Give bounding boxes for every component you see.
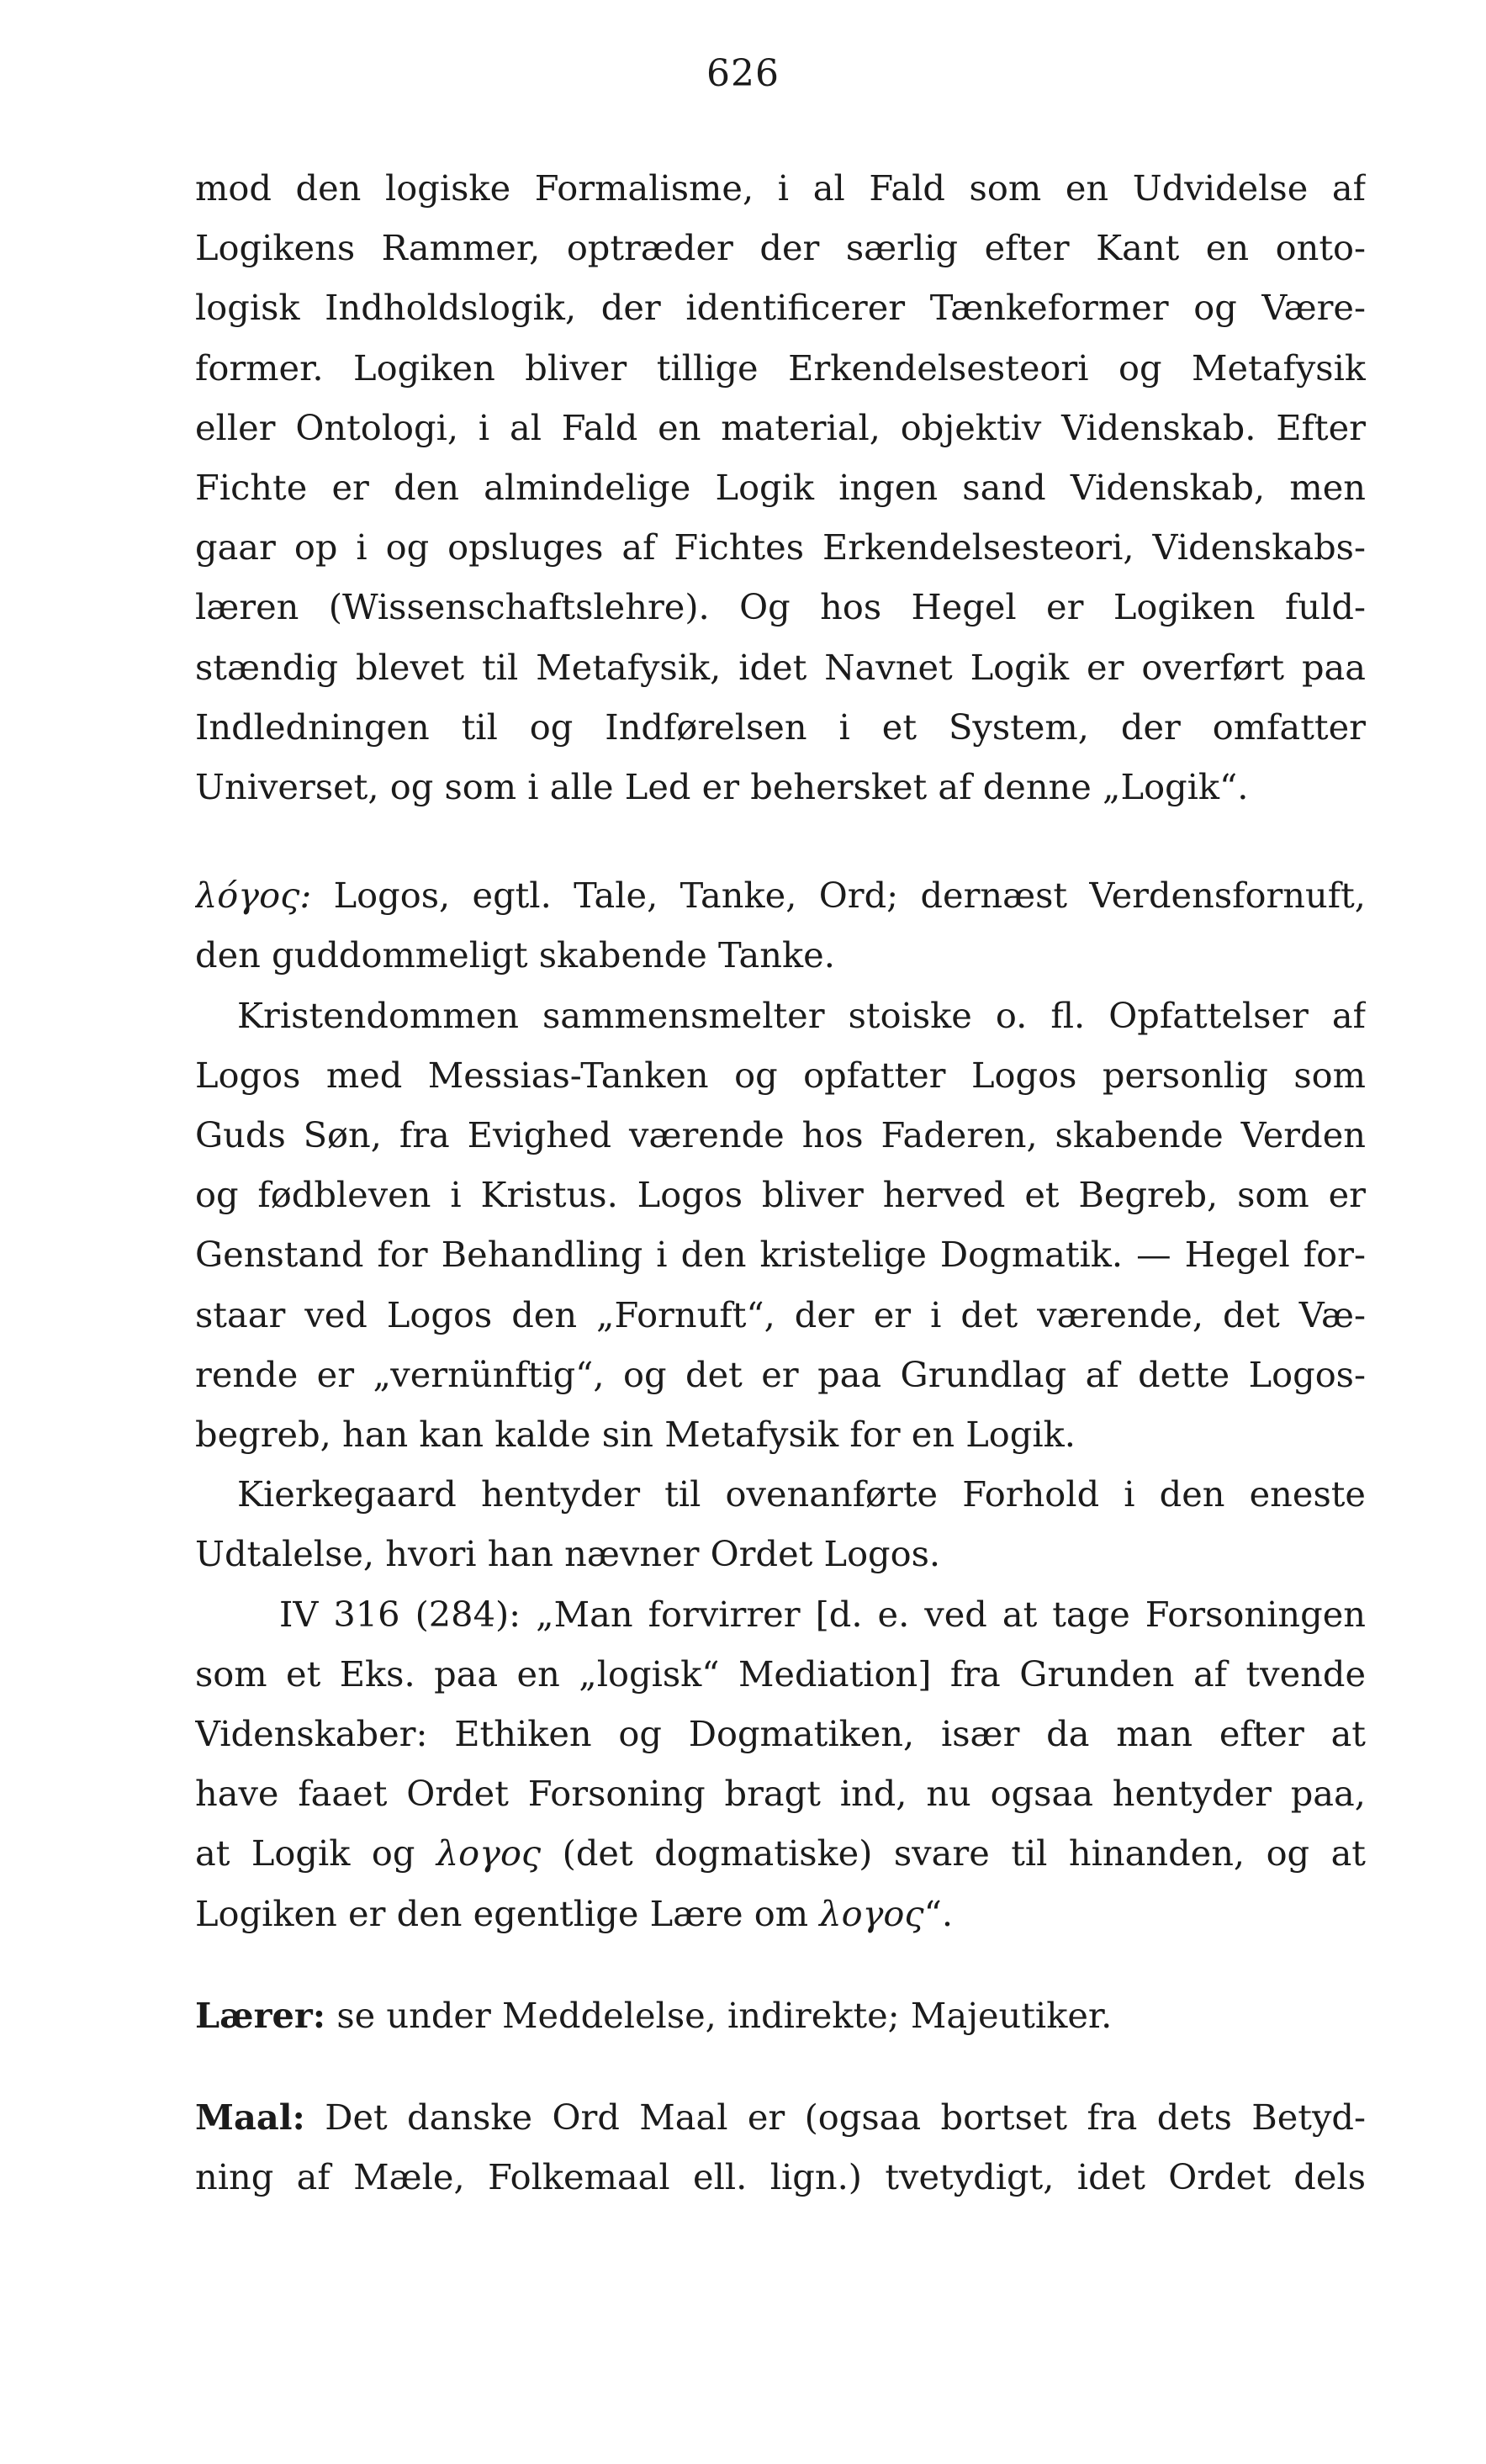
text-line: logisk Indholdslogik, der identificerer Tænkeformer og Være-: [195, 287, 1366, 329]
text-line: Logiken er den egentlige Lære om λογος“.: [195, 1892, 954, 1934]
text-line: former. Logiken bliver tillige Erkendelsesteori og Metafysik: [195, 346, 1366, 389]
text-line: Kristendommen sammensmelter stoiske o. fl. Opfattelser af: [237, 994, 1366, 1036]
text-line: mod den logiske Formalisme, i al Fald som en Udvidelse af: [195, 167, 1366, 209]
text-line: Logikens Rammer, optræder der særlig efter Kant en onto-: [195, 227, 1366, 269]
text-line: gaar op i og opsluges af Fichtes Erkendelsesteori, Videnskabs-: [195, 526, 1366, 568]
paragraph-kierkegaard: [195, 1464, 1366, 1584]
greek-logos: λογος: [819, 1892, 924, 1934]
text-line: [195, 1985, 1366, 2045]
text-line: Logos med Messias-Tanken og opfatter Logos personlig som: [195, 1054, 1366, 1096]
text-line: [195, 865, 1366, 925]
page-body: [195, 158, 1366, 2208]
headword-logos-greek: λόγος:: [195, 875, 312, 917]
text-line: den guddommeligt skabende Tanke.: [195, 934, 835, 976]
text-line: Videnskaber: Ethiken og Dogmatiken, især da man efter at: [195, 1713, 1366, 1755]
entry-laerer: [195, 1985, 1366, 2045]
text-line: [195, 2087, 1366, 2147]
entry-logos-definition: Logos, egtl. Tale, Tanke, Ord; dernæst Verdensfornuft,: [333, 875, 1366, 917]
paragraph-christianity: [195, 986, 1366, 1465]
text-line: at Logik og λογος (det dogmatiske) svare til hinanden, og at: [195, 1832, 1366, 1874]
text-line: IV 316 (284): „Man forvirrer [d. e. ved at tage Forsoningen: [279, 1593, 1366, 1635]
text-line: Fichte er den almindelige Logik ingen sand Videnskab, men: [195, 467, 1366, 509]
text-line: ning af Mæle, Folkemaal ell. lign.) tvetydigt, idet Ordet dels: [195, 2156, 1366, 2198]
text-line: Universet, og som i alle Led er behersket af denne „Logik“.: [195, 766, 1249, 808]
text-line: Guds Søn, fra Evighed værende hos Faderen, skabende Verden: [195, 1114, 1366, 1156]
entry-maal: [195, 2087, 1366, 2207]
text-line: læren (Wissenschaftslehre). Og hos Hegel er Logiken fuld-: [195, 586, 1366, 628]
text-line: eller Ontologi, i al Fald en material, objektiv Videnskab. Efter: [195, 406, 1366, 448]
quotation-iv-316: [195, 1584, 1366, 1943]
headword-laerer: Lærer:: [195, 1994, 326, 2036]
entry-maal-definition: Det danske Ord Maal er (ogsaa bortset fra dets Betyd-: [325, 2097, 1366, 2139]
text-line: staar ved Logos den „Fornuft“, der er i det værende, det Væ-: [195, 1293, 1366, 1335]
text-line: rende er „vernünftig“, og det er paa Grundlag af dette Logos-: [195, 1353, 1366, 1395]
text-line: og fødbleven i Kristus. Logos bliver herved et Begreb, som er: [195, 1174, 1366, 1216]
greek-logos: λογος: [436, 1832, 542, 1874]
text-line: stændig blevet til Metafysik, idet Navnet Logik er overført paa: [195, 646, 1366, 688]
text-line: som et Eks. paa en „logisk“ Mediation] fra Grunden af tvende: [195, 1652, 1366, 1695]
entry-laerer-reference: se under Meddelelse, indirekte; Majeutiker.: [336, 1994, 1113, 2036]
page-number: 626: [706, 52, 780, 95]
text-line: have faaet Ordet Forsoning bragt ind, nu ogsaa hentyder paa,: [195, 1773, 1366, 1815]
text-line: Kierkegaard hentyder til ovenanførte Forhold i den eneste: [237, 1473, 1366, 1515]
text-line: Indledningen til og Indførelsen i et System, der omfatter: [195, 706, 1366, 748]
text-line: begreb, han kan kalde sin Metafysik for en Logik.: [195, 1414, 1076, 1456]
text-line: Udtalelse, hvori han nævner Ordet Logos.: [195, 1533, 941, 1575]
headword-maal: Maal:: [195, 2097, 305, 2139]
entry-logos: [195, 865, 1366, 985]
text-line: Genstand for Behandling i den kristelige Dogmatik. — Hegel for-: [195, 1234, 1366, 1276]
paragraph-logic-history: [195, 158, 1366, 817]
